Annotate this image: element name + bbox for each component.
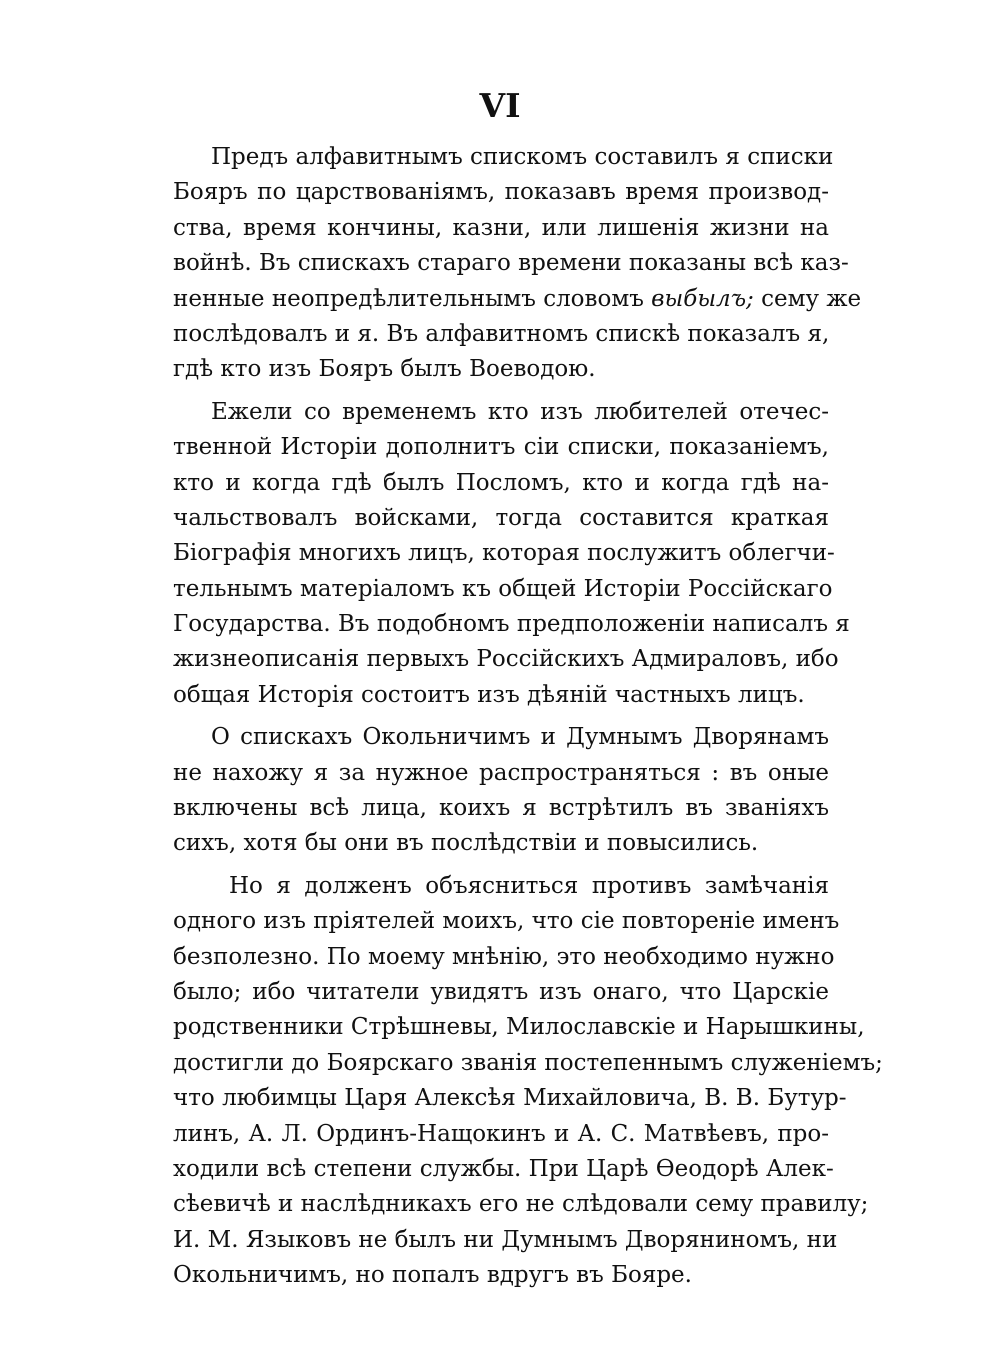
- text-line: ходили всѣ степени службы. При Царѣ Ѳеодорѣ Алек-: [173, 1155, 834, 1182]
- paragraph: [173, 395, 850, 714]
- text-line: войнѣ. Въ спискахъ стараго времени показаны всѣ каз-: [173, 250, 849, 277]
- text-line: Бояръ по царствованіямъ, показавъ время производ-: [173, 179, 829, 206]
- text-line-with-italic: [173, 282, 862, 317]
- paragraph: [173, 869, 883, 1294]
- text-line: сихъ, хотя бы они въ послѣдствіи и повысились.: [173, 830, 759, 857]
- text-line: Предъ алфавитнымъ спискомъ составилъ я списки: [211, 144, 834, 170]
- text-line: Но я долженъ объясниться противъ замѣчанія: [229, 872, 829, 899]
- page-number: VI: [479, 86, 521, 125]
- text-line: было; ибо читатели увидятъ изъ онаго, что Царскіе: [173, 978, 829, 1005]
- text-line: послѣдовалъ и я. Въ алфавитномъ спискѣ показалъ я,: [173, 320, 830, 347]
- text-line: ства, время кончины, казни, или лишенія жизни на: [173, 214, 829, 241]
- text-line: достигли до Боярскаго званія постепеннымъ служеніемъ;: [173, 1049, 883, 1076]
- paragraph: [173, 140, 862, 388]
- text-line: Государства. Въ подобномъ предположеніи написалъ я: [173, 611, 850, 638]
- text-segment: сему же: [753, 285, 862, 312]
- text-line: жизнеописанія первыхъ Россійскихъ Адмираловъ, ибо: [173, 646, 839, 673]
- text-line: включены всѣ лица, коихъ я встрѣтилъ въ званіяхъ: [173, 795, 829, 822]
- text-line: тельнымъ матеріаломъ къ общей Исторіи Россійскаго: [173, 575, 833, 602]
- text-line: гдѣ кто изъ Бояръ былъ Воеводою.: [173, 356, 596, 383]
- text-line: что любимцы Царя Алексѣя Михайловича, В. В. Бутур-: [173, 1085, 847, 1112]
- text-line: не нахожу я за нужное распространяться : въ оные: [173, 759, 829, 786]
- paragraph: [173, 720, 829, 862]
- text-line: Окольничимъ, но попалъ вдругъ въ Бояре.: [173, 1262, 692, 1289]
- text-line: О спискахъ Окольничимъ и Думнымъ Дворянамъ: [211, 724, 829, 751]
- text-line: безполезно. По моему мнѣнію, это необходимо нужно: [173, 943, 835, 970]
- text-line: родственники Стрѣшневы, Милославскіе и Нарышкины,: [173, 1014, 865, 1041]
- text-line: кто и когда гдѣ былъ Посломъ, кто и когда гдѣ на-: [173, 469, 829, 496]
- text-line: И. М. Языковъ не былъ ни Думнымъ Дворяниномъ, ни: [173, 1226, 838, 1253]
- italic-word: выбылъ;: [651, 285, 754, 312]
- text-line: Ежели со временемъ кто изъ любителей отечес-: [211, 398, 829, 425]
- text-line: линъ, А. Л. Ординъ-Нащокинъ и А. С. Матвѣевъ, про-: [173, 1120, 829, 1147]
- text-line: чальствовалъ войсками, тогда составится краткая: [173, 504, 829, 531]
- text-line: Біографія многихъ лицъ, которая послужитъ облегчи-: [173, 540, 835, 567]
- text-line: твенной Исторіи дополнитъ сіи списки, показаніемъ,: [173, 434, 829, 461]
- body-text: [173, 140, 883, 1301]
- text-line: сѣевичѣ и наслѣдникахъ его не слѣдовали сему правилу;: [173, 1191, 869, 1218]
- text-line: общая Исторія состоитъ изъ дѣяній частныхъ лицъ.: [173, 681, 805, 708]
- text-segment: ненные неопредѣлительнымъ словомъ: [173, 285, 652, 312]
- text-line: одного изъ пріятелей моихъ, что сіе повтореніе именъ: [173, 908, 840, 935]
